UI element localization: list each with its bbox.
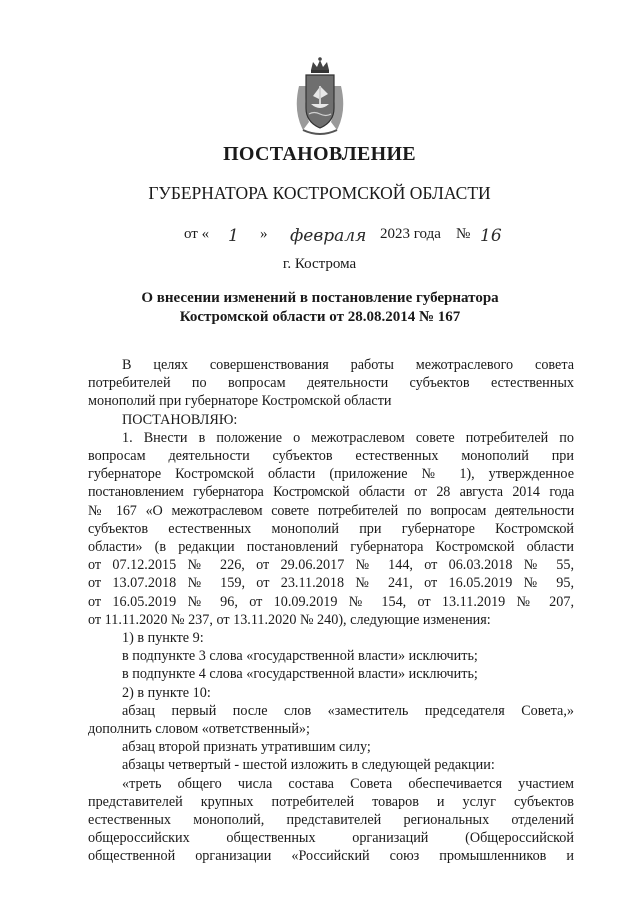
body-line: 1) в пункте 9: <box>122 630 204 647</box>
body-line: вопросам деятельности субъектов естественных монополий при <box>88 448 574 465</box>
date-day-handwritten: 1 <box>228 226 239 246</box>
date-year: 2023 года <box>380 226 441 242</box>
body-line: постановлением губернатора Костромской области от 28 августа 2014 года <box>88 484 574 501</box>
document-date-line <box>184 222 524 248</box>
body-line: субъектов естественных монополий при губернаторе Костромской <box>88 520 574 537</box>
document-body <box>88 356 574 866</box>
document-number-handwritten: 16 <box>480 226 502 246</box>
document-title: ПОСТАНОВЛЕНИЕ <box>223 143 416 165</box>
body-line: ПОСТАНОВЛЯЮ: <box>122 411 238 428</box>
body-line: представителей крупных потребителей товаров и услуг субъектов <box>88 793 574 810</box>
heading-line: Костромской области от 28.08.2014 № 167 <box>179 309 461 325</box>
body-line: абзац второй признать утратившим силу; <box>122 739 371 756</box>
city: г. Кострома <box>282 256 357 272</box>
body-line: абзац первый после слов «заместитель председателя Совета,» <box>122 702 574 719</box>
body-line: общественной организации «Российский союз промышленников и <box>88 848 574 865</box>
body-line: абзацы четвертый - шестой изложить в следующей редакции: <box>122 757 495 774</box>
document-heading <box>120 289 520 327</box>
body-line: общероссийских общественных организаций (Общероссийской <box>88 830 574 847</box>
body-line: в подпункте 3 слова «государственной власти» исключить; <box>122 648 478 665</box>
coat-of-arms-icon <box>289 56 351 136</box>
body-line: от 16.05.2019 № 96, от 10.09.2019 № 154, от 13.11.2019 № 207, <box>88 593 574 610</box>
issuer-name: ГУБЕРНАТОРА КОСТРОМСКОЙ ОБЛАСТИ <box>148 183 491 203</box>
body-line: от 13.07.2018 № 159, от 23.11.2018 № 241, от 16.05.2019 № 95, <box>88 575 574 592</box>
body-line: губернаторе Костромской области (приложение № 1), утвержденное <box>88 466 574 483</box>
body-line: 1. Внести в положение о межотраслевом совете потребителей по <box>122 429 574 446</box>
date-month-handwritten: февраля <box>290 226 367 246</box>
body-line: от 11.11.2020 № 237, от 13.11.2020 № 240), следующие изменения: <box>88 611 491 628</box>
body-line: «треть общего числа состава Совета обеспечивается участием <box>122 775 574 792</box>
body-line: области» (в редакции постановлений губернатора Костромской области <box>88 539 574 556</box>
body-line: в подпункте 4 слова «государственной власти» исключить; <box>122 666 478 683</box>
date-prefix: от « <box>184 226 210 242</box>
body-line: потребителей по вопросам деятельности субъектов естественных <box>88 375 574 392</box>
body-line: от 07.12.2015 № 226, от 29.06.2017 № 144, от 06.03.2018 № 55, <box>88 557 574 574</box>
body-line: монополий при губернаторе Костромской области <box>88 393 392 410</box>
heading-line: О внесении изменений в постановление губернатора <box>141 290 499 306</box>
body-line: 2) в пункте 10: <box>122 684 211 701</box>
body-line: дополнить словом «ответственный»; <box>88 721 310 738</box>
body-line: № 167 «О межотраслевом совете потребителей по вопросам деятельности <box>88 502 574 519</box>
body-line: естественных монополий, представителей региональных отделений <box>88 812 574 829</box>
number-sign: № <box>456 226 471 242</box>
body-line: В целях совершенствования работы межотраслевого совета <box>122 357 574 373</box>
date-quote-close: » <box>260 226 268 242</box>
